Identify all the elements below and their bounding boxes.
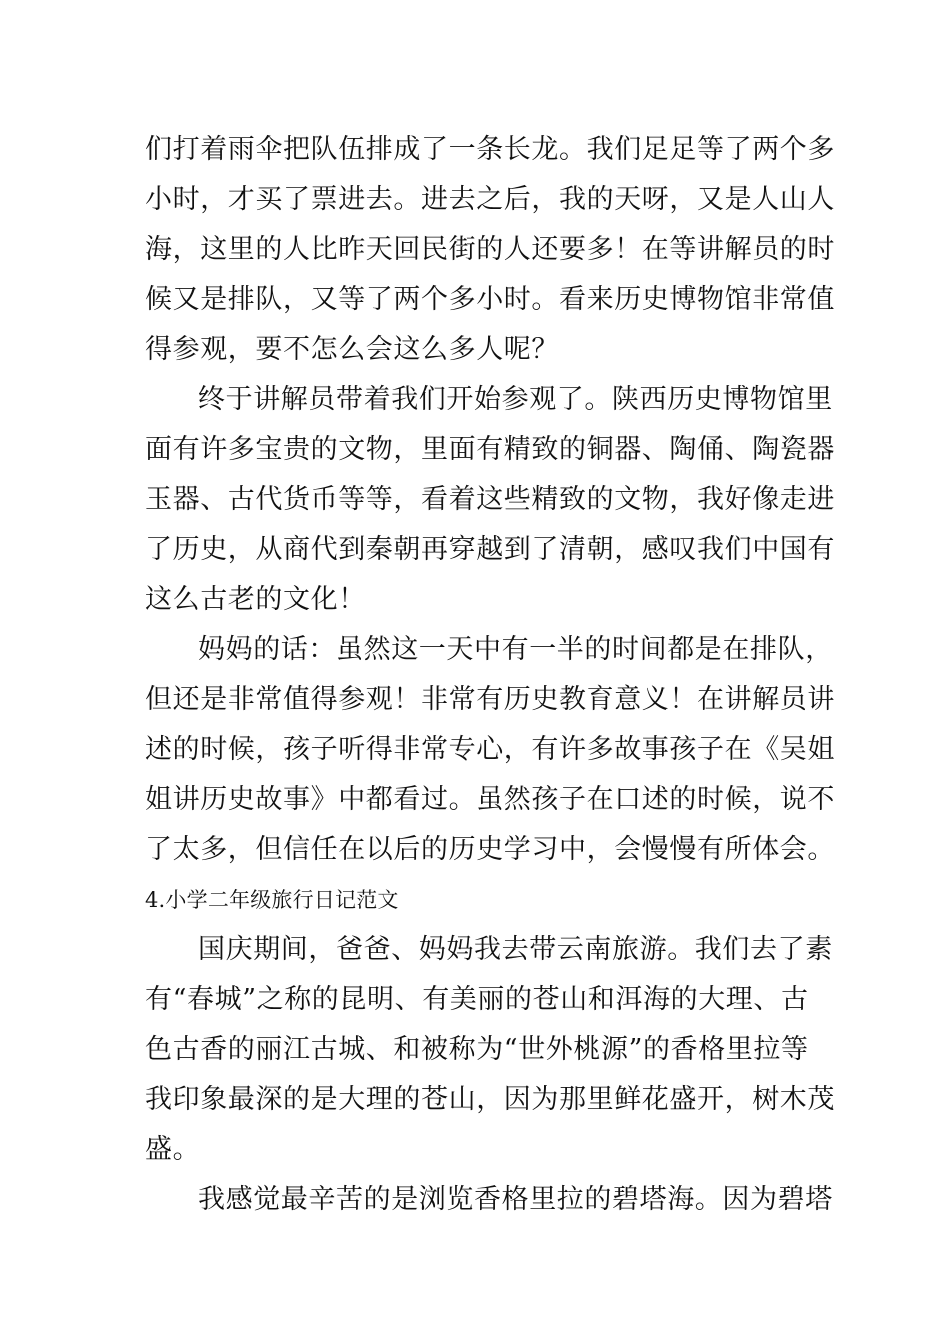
paragraph-start-line: 我感觉最辛苦的是浏览香格里拉的碧塔海。因为碧塔 (198, 1184, 833, 1215)
text-line: 了太多，但信任在以后的历史学习中，会慢慢有所体会。 (145, 834, 835, 865)
text-line: 面有许多宝贵的文物，里面有精致的铜器、陶俑、陶瓷器 (145, 434, 835, 465)
text-line: 这么古老的文化！ (145, 584, 366, 615)
text-line: 了历史，从商代到秦朝再穿越到了清朝，感叹我们中国有 (145, 534, 835, 565)
text-line: 但还是非常值得参观！非常有历史教育意义！在讲解员讲 (145, 684, 835, 715)
text-line: 得参观，要不怎么会这么多人呢？ (145, 334, 559, 365)
text-line: 候又是排队，又等了两个多小时。看来历史博物馆非常值 (145, 284, 835, 315)
section-heading: 4.小学二年级旅行日记范文 (145, 888, 399, 912)
text-line: 海，这里的人比昨天回民街的人还要多！在等讲解员的时 (145, 234, 835, 265)
paragraph-start-line: 国庆期间，爸爸、妈妈我去带云南旅游。我们去了素 (198, 934, 833, 965)
text-line: 玉器、古代货币等等，看着这些精致的文物，我好像走进 (145, 484, 835, 515)
paragraph-start-line: 终于讲解员带着我们开始参观了。陕西历史博物馆里 (198, 384, 833, 415)
paragraph-start-line: 妈妈的话：虽然这一天中有一半的时间都是在排队， (198, 634, 833, 665)
text-line: 我印象最深的是大理的苍山，因为那里鲜花盛开，树木茂 (145, 1084, 835, 1115)
text-line: 姐讲历史故事》中都看过。虽然孩子在口述的时候，说不 (145, 784, 835, 815)
text-line: 们打着雨伞把队伍排成了一条长龙。我们足足等了两个多 (145, 134, 835, 165)
text-line: 述的时候，孩子听得非常专心，有许多故事孩子在《吴姐 (145, 734, 835, 765)
text-line: 盛。 (145, 1134, 201, 1165)
text-line: 小时，才买了票进去。进去之后，我的天呀，又是人山人 (145, 184, 835, 215)
text-line: 有“春城”之称的昆明、有美丽的苍山和洱海的大理、古 (145, 984, 809, 1015)
text-line: 色古香的丽江古城、和被称为“世外桃源”的香格里拉等 (145, 1034, 809, 1065)
